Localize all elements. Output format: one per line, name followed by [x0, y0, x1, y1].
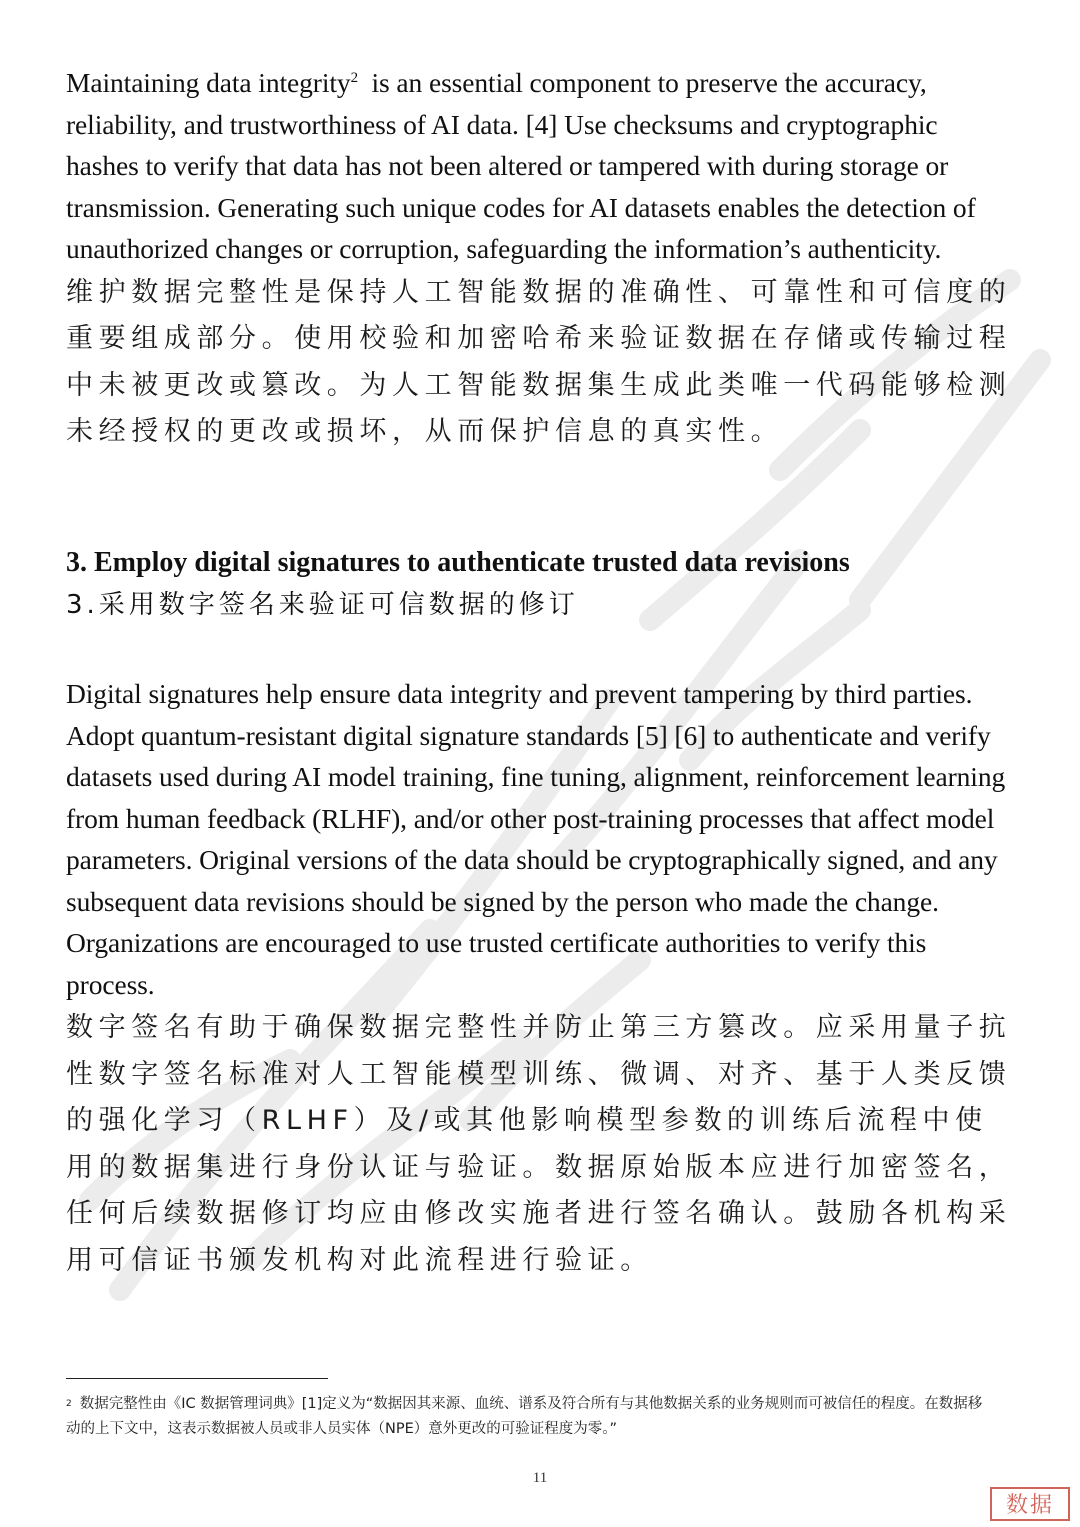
- footnote-marker: 2: [66, 1399, 72, 1409]
- section3-heading-chinese: 3.采用数字签名来验证可信数据的修订: [66, 590, 579, 620]
- footnote-text: 数据完整性由《IC 数据管理词典》[1]定义为“数据因其来源、血统、谱系及符合所有与其他数据关系的业务规则而可被信任的程度。在数据移动的上下文中，这表示数据被人员或非人员实体（NPE）意外更改的可验证程度为零。”: [66, 1396, 983, 1437]
- footnote-reference: 2: [350, 69, 358, 86]
- paragraph1-chinese: 维护数据完整性是保持人工智能数据的准确性、可靠性和可信度的重要组成部分。使用校验和加密哈希来验证数据在存储或传输过程中未被更改或篡改。为人工智能数据集生成此类唯一代码能够检测未经授权的更改或损坏，从而保护信息的真实性。: [66, 276, 1012, 447]
- paragraph2-block: [66, 673, 1016, 1284]
- footnote: [66, 1392, 996, 1442]
- paragraph1-text-start: Maintaining data integrity: [66, 67, 351, 98]
- page-number: 11: [532, 1470, 548, 1486]
- paragraph1-text-rest: is an essential component to preserve the accuracy, reliability, and trustworthiness of AI data. [4] Use checksums and cryptographic hashes to verify that data has not been altered or tampered with during storage or transmission. Generating such unique codes for AI datasets enables the detection of unauthorized changes or corruption, safeguarding the information’s authenticity.: [66, 67, 983, 264]
- stamp-seal-icon: 数据: [990, 1487, 1070, 1521]
- paragraph2-chinese: 数字签名有助于确保数据完整性并防止第三方篡改。应采用量子抗性数字签名标准对人工智能模型训练、微调、对齐、基于人类反馈的强化学习（RLHF）及/或其他影响模型参数的训练后流程中使用的数据集进行身份认证与验证。数据原始版本应进行加密签名，任何后续数据修订均应由修改实施者进行签名确认。鼓励各机构采用可信证书颁发机构对此流程进行验证。: [66, 1012, 1012, 1276]
- section3-heading-block: [66, 543, 1016, 627]
- section3-heading-english: 3. Employ digital signatures to authenticate trusted data revisions: [66, 547, 850, 578]
- paragraph1-english: [66, 62, 1016, 270]
- paragraph2-english: Digital signatures help ensure data integrity and prevent tampering by third parties. Adopt quantum-resistant digital signature standards [5] [6] to authenticate and verify datasets used during AI model training, fine tuning, alignment, reinforcement learning from human feedback (RLHF), and/or other post-training processes that affect model parameters. Original versions of the data should be cryptographically signed, and any subsequent data revisions should be signed by the person who made the change. Organizations are encouraged to use trusted certificate authorities to verify this process.: [66, 678, 1006, 1000]
- main-content: [66, 62, 1016, 1276]
- footnote-divider: [66, 1378, 328, 1379]
